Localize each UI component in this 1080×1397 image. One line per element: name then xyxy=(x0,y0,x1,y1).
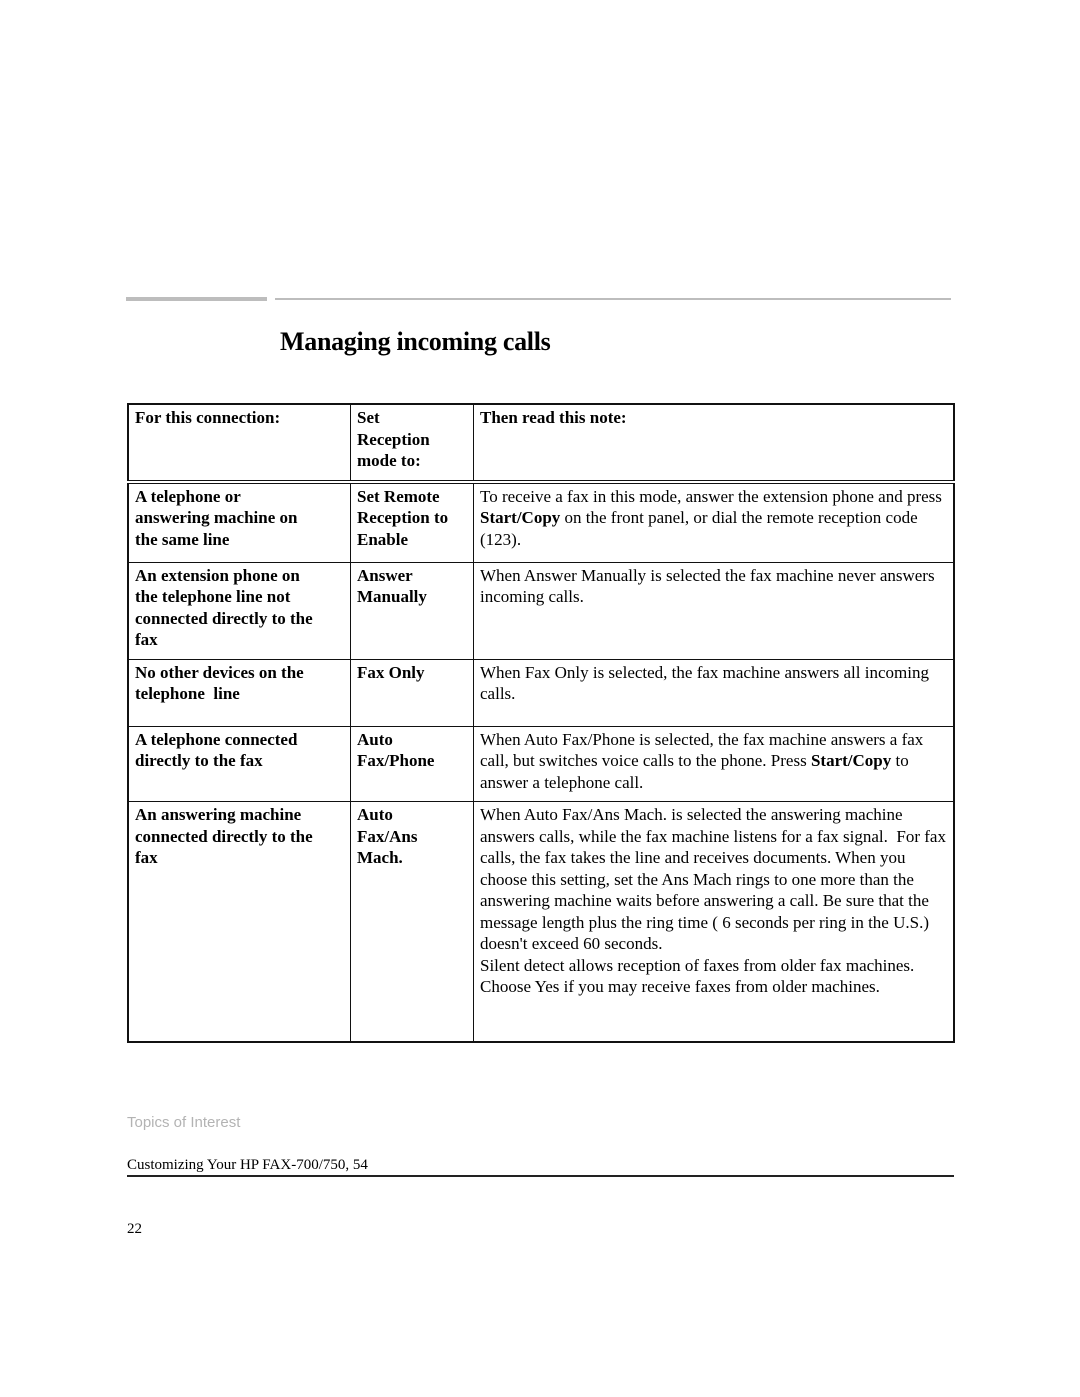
header-rule-short xyxy=(126,297,267,301)
connection-cell: A telephone connected directly to the fax xyxy=(128,726,351,802)
start-copy-keyword: Start/Copy xyxy=(810,751,892,770)
mode-cell: Auto Fax/Phone xyxy=(351,726,474,802)
header-note: Then read this note: xyxy=(474,404,955,482)
note-cell: When Answer Manually is selected the fax machine never answers incoming calls. xyxy=(474,562,955,659)
header-mode: Set Reception mode to: xyxy=(351,404,474,482)
connection-cell: A telephone or answering machine on the same line xyxy=(128,482,351,563)
table-row xyxy=(128,562,954,659)
table-header-row xyxy=(128,404,954,482)
mode-cell: Answer Manually xyxy=(351,562,474,659)
cross-reference-link[interactable]: Customizing Your HP FAX-700/750, 54 xyxy=(127,1157,954,1177)
mode-cell: Fax Only xyxy=(351,659,474,726)
header-rule-long xyxy=(275,298,951,300)
note-cell: When Fax Only is selected, the fax machine answers all incoming calls. xyxy=(474,659,955,726)
page-number: 22 xyxy=(127,1221,142,1237)
table-row xyxy=(128,802,954,1043)
start-copy-keyword: Start/Copy xyxy=(480,508,561,527)
mode-cell: Auto Fax/Ans Mach. xyxy=(351,802,474,1043)
connection-cell: An extension phone on the telephone line not connected directly to the fax xyxy=(128,562,351,659)
topics-of-interest-heading: Topics of Interest xyxy=(127,1114,241,1131)
note-cell: When Auto Fax/Ans Mach. is selected the answering machine answers calls, while the fax machine listens for a fax signal. For fax calls, the fax takes the line and receives documents. When you choose this setting, set the Ans Mach rings to one more than the answering machine waits before answering a call. Be sure that the message length plus the ring time ( 6 seconds per ring in the U.S.) doesn't exceed 60 seconds. Silent detect allows reception of faxes from older fax machines. Choose Yes if you may receive faxes from older machines. xyxy=(474,802,955,1043)
mode-cell: Set Remote Reception to Enable xyxy=(351,482,474,563)
header-connection: For this connection: xyxy=(128,404,351,482)
table-row xyxy=(128,482,954,563)
connection-cell: No other devices on the telephone line xyxy=(128,659,351,726)
page-title: Managing incoming calls xyxy=(280,327,551,356)
note-cell: When Auto Fax/Phone is selected, the fax machine answers a fax call, but switches voice calls to the phone. Press Start/Copy to answer a telephone call. xyxy=(474,726,955,802)
table-row xyxy=(128,726,954,802)
incoming-calls-table xyxy=(127,403,955,1043)
connection-cell: An answering machine connected directly to the fax xyxy=(128,802,351,1043)
table-row xyxy=(128,659,954,726)
note-cell: To receive a fax in this mode, answer the extension phone and press Start/Copy on the front panel, or dial the remote reception code (123). xyxy=(474,482,955,563)
